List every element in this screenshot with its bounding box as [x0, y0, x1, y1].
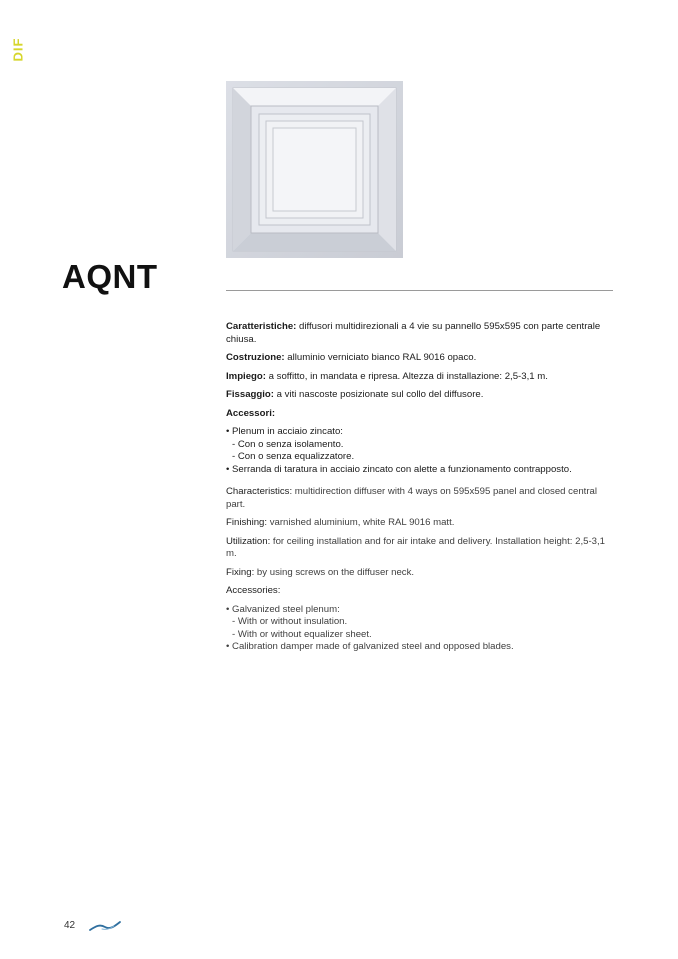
- list-item: • Serranda di taratura in acciaio zincato con alette a funzionamento contrapposto.: [226, 463, 572, 475]
- list-item: • Calibration damper made of galvanized steel and opposed blades.: [226, 641, 514, 652]
- fissaggio-text: a viti nascoste posizionate sul collo del diffusore.: [273, 389, 484, 400]
- costruzione-text: alluminio verniciato bianco RAL 9016 opaco.: [284, 352, 477, 363]
- caratteristiche-text: diffusori multidirezionali a 4 vie su pannello 595x595 con parte centrale chiusa.: [226, 321, 601, 345]
- costruzione-label: Costruzione:: [226, 352, 285, 363]
- utilization-text: for ceiling installation and for air intake and delivery. Installation height: 2,5-3,1 m.: [226, 535, 605, 559]
- accessories-section: [226, 585, 614, 654]
- utilization-label: Utilization:: [226, 535, 271, 547]
- list-item: - Con o senza isolamento.: [232, 438, 344, 450]
- product-title: AQNT: [62, 258, 158, 295]
- english-description: [226, 486, 614, 654]
- title-divider: [226, 290, 613, 291]
- fixing-label: Fixing:: [226, 566, 255, 578]
- accessori-section: [226, 408, 614, 477]
- impiego-paragraph: [226, 371, 614, 384]
- costruzione-paragraph: [226, 352, 614, 365]
- list-item: - Con o senza equalizzatore.: [232, 451, 355, 462]
- fixing-text: by using screws on the diffuser neck.: [254, 566, 415, 578]
- characteristics-paragraph: [226, 486, 614, 511]
- finishing-label: Finishing:: [226, 517, 268, 528]
- product-image: [226, 81, 403, 258]
- accessories-title: Accessories:: [226, 585, 281, 596]
- list-item: • Plenum in acciaio zincato:: [226, 426, 343, 437]
- finishing-text: varnished aluminium, white RAL 9016 matt.: [267, 517, 455, 528]
- list-item: - With or without insulation.: [232, 616, 348, 627]
- fissaggio-label: Fissaggio:: [226, 389, 274, 400]
- caratteristiche-label: Caratteristiche:: [226, 321, 297, 332]
- impiego-label: Impiego:: [226, 370, 266, 382]
- accessori-list: [226, 426, 614, 476]
- list-item: • Galvanized steel plenum:: [226, 603, 340, 615]
- fixing-paragraph: [226, 567, 614, 580]
- accessori-title: Accessori:: [226, 407, 276, 419]
- italian-description: [226, 321, 614, 476]
- page-number: 42: [64, 920, 76, 931]
- utilization-paragraph: [226, 536, 614, 561]
- list-item: - With or without equalizer sheet.: [232, 628, 372, 640]
- caratteristiche-paragraph: [226, 321, 614, 346]
- wave-logo-icon: [88, 918, 122, 934]
- characteristics-label: Characteristics:: [226, 486, 293, 497]
- fissaggio-paragraph: [226, 389, 614, 402]
- finishing-paragraph: [226, 517, 614, 530]
- section-tab: [6, 30, 30, 68]
- impiego-text: a soffitto, in mandata e ripresa. Altezza di installazione: 2,5-3,1 m.: [265, 370, 548, 382]
- characteristics-text: multidirection diffuser with 4 ways on 595x595 panel and closed central part.: [226, 486, 597, 510]
- accessories-list: [226, 604, 614, 654]
- section-tab-label: DIF: [10, 37, 26, 61]
